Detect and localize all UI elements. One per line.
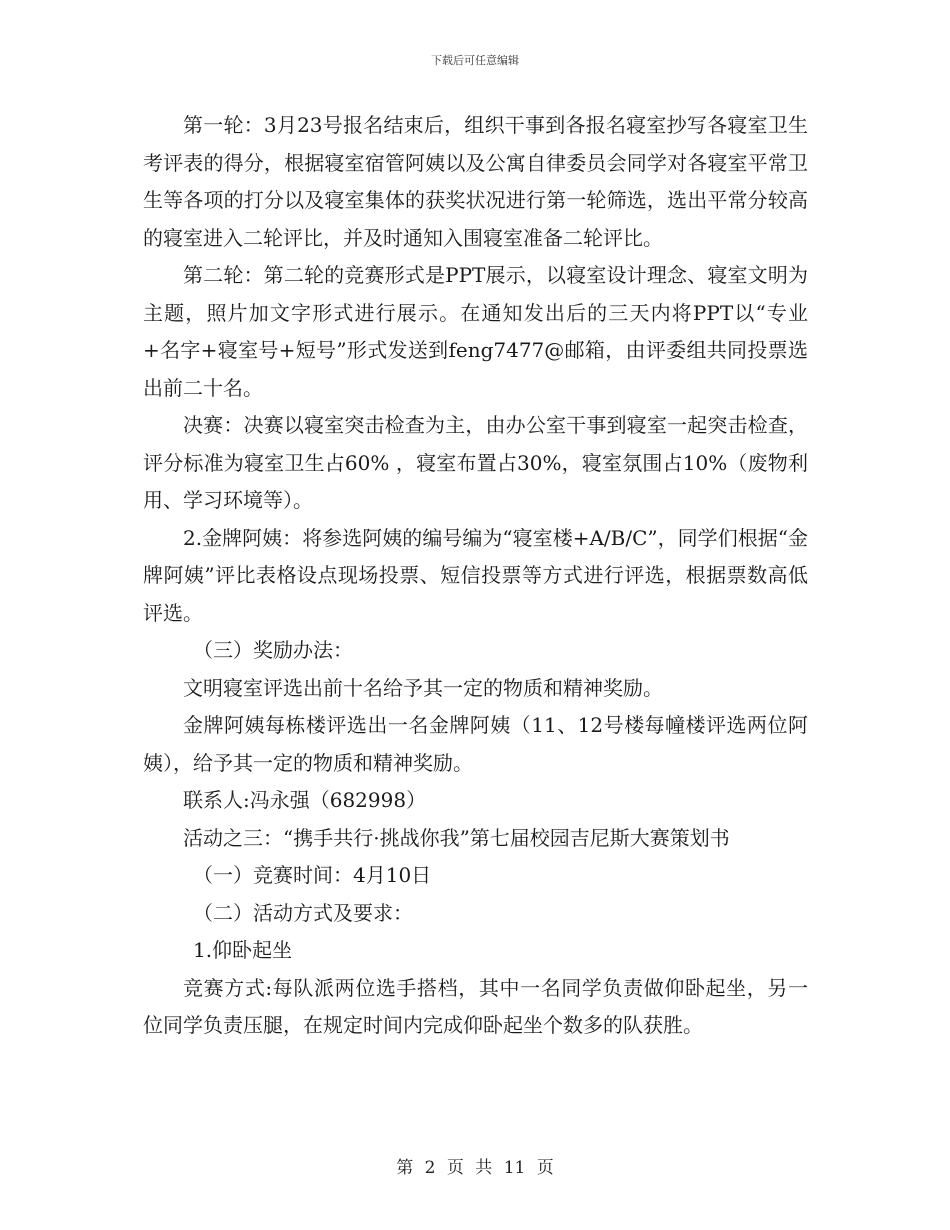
paragraph-round-one: 第一轮：3月23号报名结束后，组织干事到各报名寝室抄写各寝室卫生考评表的得分，根据寝室宿管阿姨以及公寓自律委员会同学对各寝室平常卫生等各项的打分以及寝室集体的获奖状况进行第一轮筛选，选出平常分较高的寝室进入二轮评比，并及时通知入围寝室准备二轮评比。 [143,113,808,250]
paragraph-reward-auntie: 金牌阿姨每栋楼评选出一名金牌阿姨（11、12号楼每幢楼评选两位阿姨），给予其一定的物质和精神奖励。 [143,713,808,775]
paragraph-gold-auntie: 2.金牌阿姨：将参选阿姨的编号编为“寝室楼+A/B/C”，同学们根据“金牌阿姨”评比表格设点现场投票、短信投票等方式进行评选，根据票数高低评选。 [143,525,808,625]
paragraph-final: 决赛：决赛以寝室突击检查为主，由办公室干事到寝室一起突击检查，评分标准为寝室卫生占60% ，寝室布置占30%，寝室氛围占10%（废物利用、学习环境等）。 [143,413,808,512]
page-footer: 第 2 页 共 11 页 [396,1158,554,1178]
heading-sit-ups: 1.仰卧起坐 [193,938,293,962]
document-body [143,107,808,1045]
paragraph-activity-three: 活动之三：“携手共行·挑战你我”第七届校园吉尼斯大赛策划书 [183,825,730,850]
paragraph-round-two: 第二轮：第二轮的竞赛形式是PPT展示，以寝室设计理念、寝室文明为主题，照片加文字形式进行展示。在通知发出后的三天内将PPT以“专业+名字+寝室号+短号”形式发送到feng7477@邮箱，由评委组共同投票选出前二十名。 [143,263,808,400]
paragraph-competition-method: 竞赛方式:每队派两位选手搭档，其中一名同学负责做仰卧起坐，另一位同学负责压腿，在规定时间内完成仰卧起坐个数多的队获胜。 [143,975,808,1037]
heading-competition-time: （一）竞赛时间：4月10日 [193,863,432,887]
paragraph-contact: 联系人:冯永强（682998） [183,788,427,812]
paragraph-reward-dorm: 文明寝室评选出前十名给予其一定的物质和精神奖励。 [183,675,663,700]
page-header: 下载后可任意编辑 [431,54,519,67]
heading-activity-method: （二）活动方式及要求： [193,900,413,925]
heading-rewards: （三）奖励办法： [193,638,353,662]
